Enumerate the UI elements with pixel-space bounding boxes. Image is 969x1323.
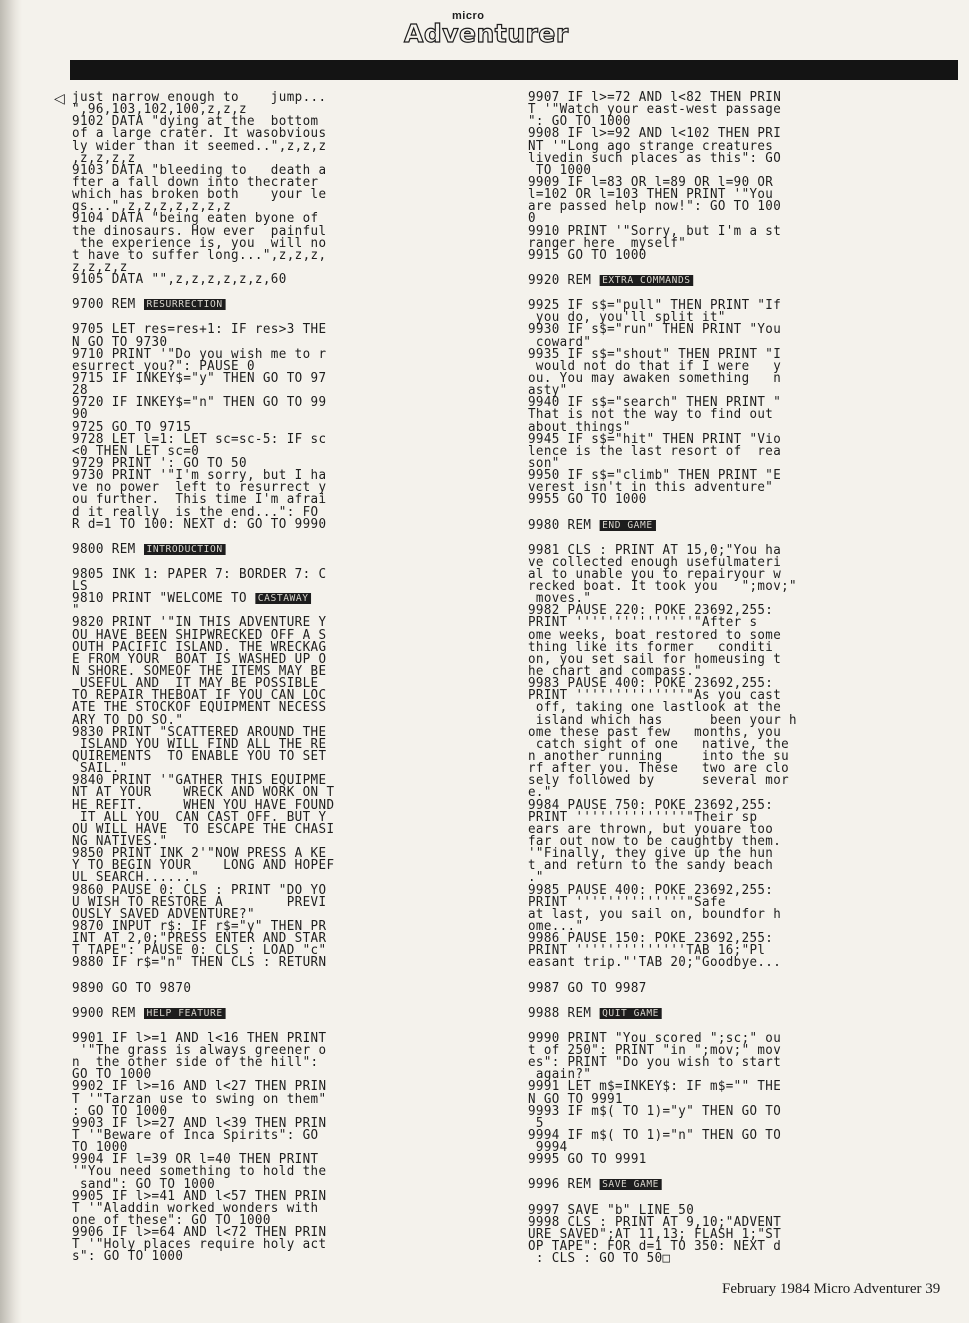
code-text: T '"Aladdin worked wonders with [72, 1200, 319, 1216]
code-line [528, 1103, 927, 1119]
code-text: of a large crater. It wasobvious [72, 126, 327, 142]
code-text: 9925 IF s$="pull" THEN PRINT "If [528, 298, 782, 314]
code-text: 9994 [528, 1140, 568, 1156]
code-text: N GO TO 9730 [72, 334, 168, 350]
code-text: 9950 IF s$="climb" THEN PRINT "E [528, 468, 782, 484]
code-text: 9994 IF m$( TO 1)="n" THEN GO TO [528, 1127, 782, 1143]
code-text: at last, you sail on, boundfor h [528, 906, 782, 922]
code-line [72, 516, 475, 532]
code-text: 9729 PRINT ': GO TO 50 [72, 455, 247, 471]
code-text: he chart and compass." [528, 664, 703, 680]
code-line [72, 370, 475, 386]
code-text: 9910 PRINT '"Sorry, but I'm a st [528, 223, 782, 239]
code-text: PRINT '''''''''''''''"After s [528, 615, 758, 631]
code-text: Y TO BEGIN YOUR LONG AND HOPEF [72, 858, 335, 874]
code-line [528, 980, 927, 996]
code-text: moves." [528, 591, 592, 607]
code-text: NT '"Long ago strange creatures [528, 138, 774, 154]
code-text: 9995 GO TO 9991 [528, 1152, 647, 1168]
code-text: 9810 PRINT "WELCOME TO [72, 591, 255, 607]
code-text: ou. You may awaken something n [528, 370, 782, 386]
code-text: <0 THEN LET sc=0 [72, 443, 200, 459]
code-line [528, 860, 927, 872]
code-line [528, 1253, 927, 1265]
code-text: GO TO 1000 [72, 1067, 152, 1083]
code-line [528, 517, 927, 533]
code-text: SAIL." [72, 761, 128, 777]
code-text: t and return to the sandy beach [528, 858, 774, 874]
code-text: 9981 CLS : PRINT AT 15,0;"You ha [528, 542, 782, 558]
code-text: 9980 REM [528, 517, 600, 533]
code-text: ome..." [528, 919, 584, 934]
code-line [528, 1005, 927, 1021]
code-text: 9850 PRINT INK 2'"NOW PRESS A KE [72, 846, 327, 862]
page-footer: February 1984 Micro Adventurer 39 [722, 1281, 941, 1297]
code-text: z,z,z,z [72, 259, 128, 275]
code-text: 9909 IF l=83 OR l=89 OR l=90 OR [528, 174, 774, 190]
code-text: 9870 INPUT r$: IF r$="y" THEN PR [72, 919, 327, 934]
code-text: 9907 IF l>=72 AND l<82 THEN PRIN [528, 90, 782, 105]
code-text: lence is the last resort of rea [528, 443, 782, 459]
code-text: es": PRINT "Do you wish to start [528, 1055, 782, 1071]
code-text: E FROM YOUR BOAT IS WASHED UP O [72, 651, 327, 667]
code-text: 9105 DATA "",z,z,z,z,z,z,60 [72, 272, 287, 288]
code-line [72, 566, 475, 582]
code-text: 9901 IF l>=1 AND l<16 THEN PRINT [72, 1030, 327, 1046]
code-text: 9935 IF s$="shout" THEN PRINT "I [528, 346, 782, 362]
code-text: 9987 GO TO 9987 [528, 980, 647, 996]
code-text: fter a fall down into thecrater [72, 174, 319, 190]
code-text: s": GO TO 1000 [72, 1249, 184, 1265]
code-line [528, 957, 927, 969]
inverse-video-label: INTRODUCTION [144, 544, 226, 555]
code-line [72, 980, 475, 996]
code-text: the dinosaurs. How ever painful [72, 223, 327, 239]
code-line [72, 957, 475, 969]
code-text: 9991 LET m$=INKEY$: IF m$="" THE [528, 1079, 782, 1095]
code-text: 9945 IF s$="hit" THEN PRINT "Vio [528, 431, 782, 447]
code-text: 9988 REM [528, 1005, 600, 1021]
code-line [528, 443, 927, 459]
code-text: verest isn't in this adventure" [528, 480, 774, 496]
code-text: That is not the way to find out [528, 407, 774, 423]
code-text: 9103 DATA "bleeding to death a [72, 162, 327, 178]
code-text: T '"Tarzan use to swing on them" [72, 1091, 327, 1107]
code-text: 9720 IF INKEY$="n" THEN GO TO 99 [72, 395, 327, 411]
masthead-logo: Adventurer [404, 19, 569, 48]
code-text: n the other side of the hill": [72, 1055, 319, 1071]
code-text: sand": GO TO 1000 [72, 1176, 216, 1192]
code-text: 0 [528, 211, 536, 227]
inverse-video-label: END GAME [599, 520, 655, 531]
code-text: 9982 PAUSE 220: POKE 23692,255: [528, 603, 774, 619]
code-line [528, 775, 927, 787]
code-line [528, 247, 927, 263]
code-line [528, 906, 927, 922]
inverse-video-label: HELP FEATURE [144, 1008, 226, 1019]
code-text: USEFUL AND IT MAY BE POSSIBLE [72, 676, 319, 692]
code-text: : GO TO 1000 [72, 1103, 168, 1119]
code-text: which has broken both your le [72, 187, 327, 203]
code-text: N SHORE. SOMEOF THE ITEMS MAY BE [72, 664, 327, 680]
code-text: 28 [72, 383, 88, 399]
code-line [72, 299, 475, 311]
code-text: t have to suffer long...",z,z,z, [72, 247, 327, 263]
code-text: HE REFIT. WHEN YOU HAVE FOUND [72, 797, 335, 813]
code-text: 9955 GO TO 1000 [528, 492, 647, 508]
code-text: '"The grass is always greener o [72, 1042, 327, 1058]
code-text: NT AT YOUR WRECK AND WORK ON T [72, 785, 335, 801]
code-text: OU HAVE BEEN SHIPWRECKED OFF A S [72, 627, 327, 643]
code-text: 9800 REM [72, 541, 144, 557]
code-text: just narrow enough to jump... [72, 90, 327, 105]
code-text: n another running into the su [528, 749, 790, 765]
code-text: 9104 DATA "being eaten byone of [72, 211, 319, 227]
code-text: IT ALL YOU CAN CAST OFF. BUT Y [72, 809, 327, 825]
code-text: 9993 IF m$( TO 1)="y" THEN GO TO [528, 1103, 782, 1119]
code-text: son" [528, 455, 560, 471]
inverse-video-label: QUIT GAME [599, 1008, 662, 1019]
page-binding-edge [0, 0, 22, 1323]
code-text: 9830 PRINT "SCATTERED AROUND THE [72, 724, 327, 740]
code-text: T '"Watch your east-west passage [528, 102, 782, 118]
code-text: recked boat. It took you ";mov;" [528, 579, 797, 595]
code-text: 9820 PRINT '"IN THIS ADVENTURE Y [72, 615, 327, 631]
code-text: 9983 PAUSE 400: POKE 23692,255: [528, 676, 774, 692]
inverse-video-label: CASTAWAY [255, 593, 312, 604]
code-text: e." [528, 785, 552, 801]
code-text: 9985 PAUSE 400: POKE 23692,255: [528, 882, 774, 898]
code-text: easant trip."'TAB 20;"Goodbye... [528, 955, 782, 971]
code-text: UL SEARCH......" [72, 870, 200, 886]
continuation-arrow-icon: ◁ [54, 91, 65, 107]
code-text: ome weeks, boat restored to some [528, 627, 782, 643]
code-line [72, 1005, 475, 1021]
code-text: ly wider than it seemed..",z,z,z [72, 138, 327, 154]
code-text: d it really is the end...": FO [72, 504, 319, 520]
code-text: 9902 IF l>=16 AND l<27 THEN PRIN [72, 1079, 327, 1095]
code-text: LS [72, 579, 88, 595]
code-text: 9904 IF l=39 OR l=40 THEN PRINT [72, 1152, 319, 1168]
code-text: ve collected enough usefulmateri [528, 554, 782, 570]
code-text: ,z,z,z,z [72, 150, 136, 166]
code-text: 9986 PAUSE 150: POKE 23692,255: [528, 931, 774, 947]
code-text: ",96,103,102,100,z,z,z [72, 102, 247, 118]
code-text: PRINT ''''''''''''''TAB 16;"Pl [528, 943, 766, 959]
code-text: T '"Holy places require holy act [72, 1237, 327, 1253]
code-text: on, you set sail for homeusing t [528, 651, 782, 667]
code-line [72, 397, 475, 409]
inverse-video-label: RESURRECTION [144, 299, 226, 310]
code-line [528, 1154, 927, 1166]
code-text: TO 1000 [528, 162, 592, 178]
code-text: " [72, 603, 80, 619]
code-line [528, 370, 927, 386]
code-line [72, 751, 475, 763]
code-text: 9728 LET l=1: LET sc=sc-5: IF sc [72, 431, 327, 447]
code-text: are passed help now!": GO TO 100 [528, 199, 782, 215]
code-text: NG NATIVES." [72, 834, 168, 850]
code-text: ome these past few months, you [528, 724, 782, 740]
code-text: 9903 IF l>=27 AND l<39 THEN PRIN [72, 1115, 327, 1131]
code-text: island which has been your h [528, 712, 797, 728]
code-text: TO 1000 [72, 1140, 128, 1156]
code-text: PRINT ''''''''''''''"Their sp [528, 809, 758, 825]
code-text: QUIREMENTS TO ENABLE YOU TO SET [72, 749, 327, 765]
code-text: 9940 IF s$="search" THEN PRINT " [528, 395, 782, 411]
code-text: 9990 PRINT "You scored ";sc;" ou [528, 1030, 782, 1046]
inverse-video-label: SAVE GAME [599, 1179, 662, 1190]
code-text: TO REPAIR THEBOAT IF YOU CAN LOC [72, 688, 327, 704]
code-text: off, taking one lastlook at the [528, 700, 782, 716]
code-text: again?" [528, 1067, 592, 1083]
code-text: 5 [528, 1115, 544, 1131]
code-text: rf after you. These two are clo [528, 761, 790, 777]
code-text: the experience is, you will no [72, 235, 327, 251]
code-text: gs...",z,z,z,z,z,z,z [72, 199, 232, 215]
code-text: 9905 IF l>=41 AND l<57 THEN PRIN [72, 1188, 327, 1204]
code-text: 9984 PAUSE 750: POKE 23692,255: [528, 797, 774, 813]
code-text: asty" [528, 383, 568, 399]
code-line [528, 1179, 927, 1191]
code-text: ranger here myself" [528, 235, 687, 251]
code-text: ISLAND YOU WILL FIND ALL THE RE [72, 736, 327, 752]
code-line [72, 593, 475, 605]
code-text: T '"Beware of Inca Spirits": GO [72, 1127, 319, 1143]
inverse-video-label: EXTRA COMMANDS [599, 275, 693, 286]
code-line [528, 201, 927, 213]
code-line [528, 1127, 927, 1143]
code-text: ": GO TO 1000 [528, 114, 631, 130]
code-text: 9996 REM [528, 1177, 600, 1193]
code-text: ATE THE STOCKOF EQUIPMENT NECESS [72, 700, 327, 716]
code-text: you do, you'll split it" [528, 310, 726, 326]
header-bar [70, 60, 958, 80]
code-text: ears are thrown, but youare too [528, 821, 774, 837]
code-text: PRINT ''''''''''''''"As you cast [528, 688, 782, 704]
code-text: 9705 LET res=res+1: IF res>3 THE [72, 322, 327, 338]
code-text: 9920 REM [528, 272, 600, 288]
code-text: 9805 INK 1: PAPER 7: BORDER 7: C [72, 566, 327, 582]
code-text: OUSLY SAVED ADVENTURE?" [72, 906, 255, 922]
code-text: U WISH TO RESTORE A PREVI [72, 894, 327, 910]
code-text: one of these": GO TO 1000 [72, 1212, 271, 1228]
code-text: 9730 PRINT '"I'm sorry, but I ha [72, 468, 327, 484]
code-line [72, 1127, 475, 1143]
code-text: 9860 PAUSE 0: CLS : PRINT "DO YO [72, 882, 327, 898]
code-text: 9880 IF r$="n" THEN CLS : RETURN [72, 955, 327, 971]
code-text: 9725 GO TO 9715 [72, 419, 192, 435]
code-text: 9906 IF l>=64 AND l<72 THEN PRIN [72, 1225, 327, 1241]
code-text: 9700 REM [72, 297, 144, 313]
code-text: INT AT 2,0;"PRESS ENTER AND STAR [72, 931, 327, 947]
code-text: sely followed by several mor [528, 773, 790, 789]
code-line [72, 1251, 475, 1263]
code-text: OP TAPE": FOR d=1 TO 350: NEXT d [528, 1238, 782, 1254]
code-text: ARY TO DO SO." [72, 712, 184, 728]
code-text: 9908 IF l>=92 AND l<102 THEN PRI [528, 126, 782, 142]
code-text: ou further. This time I'm afrai [72, 492, 327, 508]
code-line [72, 247, 475, 263]
code-line [528, 272, 927, 288]
masthead-micro: micro [452, 10, 485, 22]
code-text: would not do that if I were y [528, 358, 782, 374]
masthead [0, 0, 969, 60]
code-text: far out now to be caughtby them. [528, 834, 782, 850]
code-text: 9890 GO TO 9870 [72, 980, 192, 996]
code-text: about things" [528, 419, 631, 435]
code-line [528, 494, 927, 506]
code-text: N GO TO 9991 [528, 1091, 623, 1107]
code-text: OU WILL HAVE TO ESCAPE THE CHASI [72, 821, 335, 837]
code-line [72, 541, 475, 557]
code-text: 9710 PRINT '"Do you wish me to r [72, 346, 327, 362]
code-text: ve no power left to resurrect y [72, 480, 327, 496]
code-line [72, 274, 475, 286]
code-text: esurrect you?": PAUSE 0 [72, 358, 255, 374]
code-text: 9930 IF s$="run" THEN PRINT "You [528, 322, 782, 338]
code-text: '"Finally, they give up the hun [528, 846, 774, 862]
code-text: catch sight of one native, the [528, 736, 790, 752]
listing-column-left [54, 90, 492, 1265]
code-text: 9715 IF INKEY$="y" THEN GO TO 97 [72, 370, 327, 386]
code-text: 9840 PRINT '"GATHER THIS EQUIPME [72, 773, 327, 789]
code-text: OUTH PACIFIC ISLAND. THE WRECKAG [72, 639, 327, 655]
code-text: R d=1 TO 100: NEXT d: GO TO 9990 [72, 516, 327, 532]
code-text: '"You need something to hold the [72, 1164, 327, 1180]
code-text: livedin such places as this": GO [528, 150, 782, 166]
code-text: URE SAVED";AT 11,13; FLASH 1;"ST [528, 1226, 782, 1242]
code-text: : CLS : GO TO 50□ [528, 1251, 671, 1267]
code-text: 9900 REM [72, 1005, 144, 1021]
code-text: 9997 SAVE "b" LINE 50 [528, 1202, 695, 1218]
code-text: 9998 CLS : PRINT AT 9,10;"ADVENT [528, 1214, 782, 1230]
code-text: PRINT ''''''''''''''"Safe [528, 894, 726, 910]
code-text: l=102 OR l=103 THEN PRINT '"You [528, 187, 774, 203]
code-text: 90 [72, 407, 88, 423]
code-text: 9102 DATA "dying at the bottom [72, 114, 319, 130]
code-text: t of 250": PRINT "in ";mov;" mov [528, 1042, 782, 1058]
listing-column-right [528, 92, 946, 1265]
code-text: ." [528, 870, 544, 886]
code-text: T TAPE": PAUSE 0: CLS : LOAD "c" [72, 943, 327, 959]
code-text: thing like its former conditi [528, 639, 774, 655]
code-text: al to unable you to repairyour w [528, 566, 782, 582]
code-text: coward" [528, 334, 592, 350]
code-text: 9915 GO TO 1000 [528, 247, 647, 263]
